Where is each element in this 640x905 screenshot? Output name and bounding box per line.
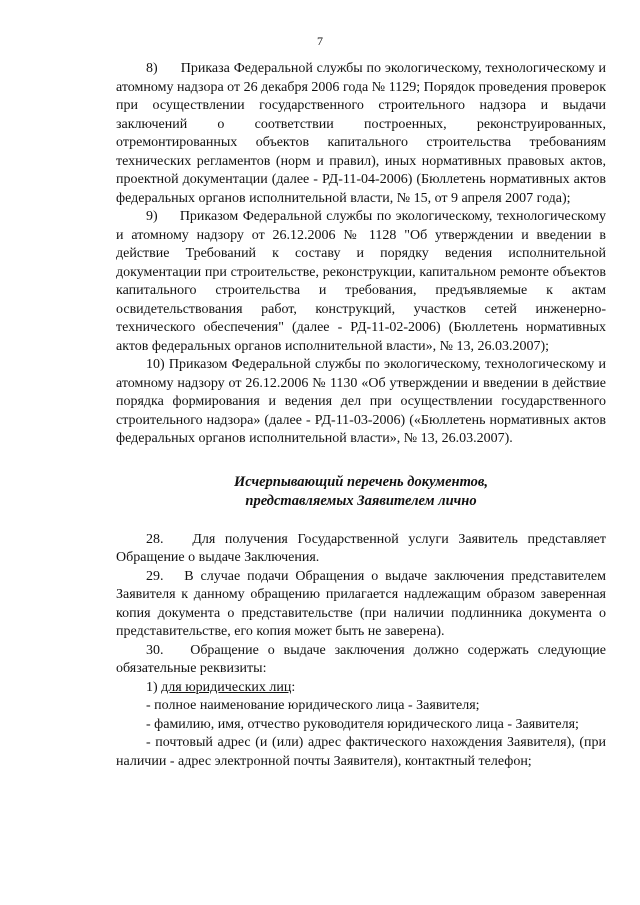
paragraph-item-9: 9) Приказом Федеральной службы по экологическому, технологическому и атомному надзору от 26.12.2006 № 1128 "Об утверждении и введении в действие Требований к составу и порядку ведения исполнительной документации при строительстве, реконструкции, капитальном ремонте объектов капитального строительства и требования, предъявляемые к актам освидетельствования работ, конструкций, участков сетей инженерно-технического обеспечения" (далее - РД-11-02-2006) (Бюллетень нормативных актов федеральных органов исполнительной власти», № 13, 26.03.2007);	[116, 209, 606, 354]
page-number: 7	[317, 34, 323, 48]
paragraph-30: 30. Обращение о выдаче заключения должно содержать следующие обязательные реквизиты:	[116, 642, 606, 676]
section-heading	[116, 473, 606, 511]
heading-line-1: Исчерпывающий перечень документов,	[233, 473, 489, 490]
list-item: - полное наименование юридического лица - Заявителя;	[146, 698, 480, 713]
list-item: - фамилию, имя, отчество руководителя юридического лица - Заявителя;	[146, 716, 579, 732]
paragraph-28: 28. Для получения Государственной услуги Заявитель представляет Обращение о выдаче Заключения.	[116, 531, 606, 565]
list-prefix: 1)	[146, 679, 162, 695]
list-subtitle-text: для юридических лиц	[161, 679, 292, 695]
paragraph-item-8: 8) Приказа Федеральной службы по экологическому, технологическому и атомному надзора от 26 декабря 2006 года № 1129; Порядок проведения проверок при осуществлении государственного строительного надзора и выдачи заключений о соответствии построенных, реконструированных, отремонтированных объектов капитального строительства требованиям технических регламентов (норм и правил), иных нормативных правовых актов, проектной документации (далее - РД-11-04-2006) (Бюллетень нормативных актов федеральных органов исполнительной власти, № 15, от 9 апреля 2007 года);	[116, 61, 606, 206]
heading-line-2: представляемых Заявителем лично	[245, 492, 477, 509]
list-item: - почтовый адрес (и (или) адрес фактического нахождения Заявителя), (при наличии - адрес электронной почты Заявителя), контактный телефон;	[116, 735, 606, 769]
list-subtitle-suffix: :	[291, 679, 296, 695]
paragraph-29: 29. В случае подачи Обращения о выдаче заключения представителем Заявителя к данному обращению прилагается надлежащим образом заверенная копия документа о представительстве (при наличии подлинника документа о представительстве, его копия может быть не заверена).	[116, 568, 606, 639]
paragraph-item-10: 10) Приказом Федеральной службы по экологическому, технологическому и атомному надзору от 26.12.2006 № 1130 «Об утверждении и введении в действие порядка формирования и ведения дел при осуществлении государственного строительного надзора» (далее - РД-11-03-2006) («Бюллетень нормативных актов федеральных органов исполнительной власти», № 13, 26.03.2007).	[116, 357, 606, 446]
document-body	[116, 60, 606, 771]
list-subtitle	[116, 679, 606, 698]
